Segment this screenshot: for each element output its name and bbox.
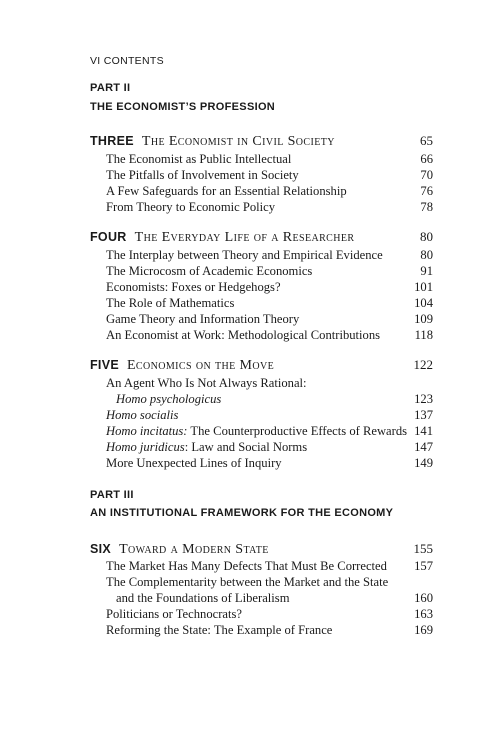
entry-title: The Interplay between Theory and Empirical Evidence	[106, 248, 383, 262]
entry-page: 147	[414, 440, 433, 454]
entry-title-italic: Homo psychologicus	[116, 392, 222, 406]
toc-entry	[106, 559, 433, 576]
chapter-page: 80	[420, 229, 433, 244]
entry-page: 160	[414, 591, 433, 605]
entry-page: 80	[420, 248, 433, 262]
toc-entry	[106, 328, 433, 345]
entry-page: 149	[414, 456, 433, 470]
running-head: VI CONTENTS	[90, 55, 164, 67]
toc-entry	[106, 200, 433, 217]
chapter-title: Toward a Modern State	[119, 542, 269, 557]
chapter-page: 65	[420, 133, 433, 148]
chapter-title: The Everyday Life of a Researcher	[134, 230, 355, 245]
entry-page: 123	[414, 392, 433, 406]
toc-entry	[106, 440, 433, 457]
entry-page: 66	[420, 152, 433, 166]
entry-title: The Microcosm of Academic Economics	[106, 264, 313, 278]
entry-title: The Economist as Public Intellectual	[106, 152, 292, 166]
toc-entry	[106, 575, 433, 592]
entry-page: 157	[414, 559, 433, 573]
toc-entry	[106, 248, 433, 265]
entry-title: An Economist at Work: Methodological Contributions	[106, 328, 381, 342]
toc-entry-continued	[116, 591, 433, 608]
chapter-title: Economics on the Move	[126, 358, 275, 373]
entry-page: 137	[414, 408, 433, 422]
chapter-number: FIVE	[90, 358, 119, 372]
entry-title: Game Theory and Information Theory	[106, 312, 300, 326]
toc-entry	[106, 312, 433, 329]
chapter-title: The Economist in Civil Society	[141, 134, 335, 149]
entry-page: 76	[420, 184, 433, 198]
entry-title: and the Foundations of Liberalism	[116, 591, 290, 605]
entry-title: The Market Has Many Defects That Must Be Corrected	[106, 559, 387, 573]
entry-title: The Role of Mathematics	[106, 296, 235, 310]
entry-page: 70	[420, 168, 433, 182]
toc-entry	[106, 168, 433, 185]
entry-title-italic: Homo socialis	[106, 408, 179, 422]
toc-entry	[106, 264, 433, 281]
part-label: PART III	[90, 489, 134, 501]
entry-title: More Unexpected Lines of Inquiry	[106, 456, 282, 470]
entry-page: 78	[420, 200, 433, 214]
toc-entry-continued	[116, 392, 433, 409]
entry-title-italic: Homo incitatus:	[106, 424, 188, 438]
entry-page: 104	[414, 296, 433, 310]
entry-page: 163	[414, 607, 433, 621]
entry-title: The Complementarity between the Market and the State	[106, 575, 389, 589]
part-label: PART II	[90, 82, 131, 94]
toc-entry	[106, 408, 433, 425]
toc-entry	[106, 152, 433, 169]
entry-page: 91	[420, 264, 433, 278]
entry-page: 141	[414, 424, 433, 438]
chapter-page: 155	[413, 541, 433, 556]
entry-title: The Counterproductive Effects of Rewards	[187, 424, 408, 438]
toc-entry	[106, 184, 433, 201]
entry-title-italic: Homo juridicus	[106, 440, 185, 454]
toc-entry	[106, 280, 433, 297]
entry-title: From Theory to Economic Policy	[106, 200, 276, 214]
entry-title: A Few Safeguards for an Essential Relationship	[106, 184, 347, 198]
toc-entry	[106, 623, 433, 640]
entry-page: 109	[414, 312, 433, 326]
chapter-heading	[90, 540, 433, 560]
chapter-heading	[90, 356, 433, 376]
toc-entry	[106, 376, 433, 393]
chapter-heading	[90, 228, 433, 248]
toc-entry	[106, 296, 433, 313]
entry-title: : Law and Social Norms	[184, 440, 308, 454]
chapter-page: 122	[413, 357, 433, 372]
entry-title: Reforming the State: The Example of France	[106, 623, 333, 637]
toc-entry	[106, 456, 433, 473]
chapter-number: SIX	[90, 542, 112, 556]
entry-page: 118	[414, 328, 433, 342]
chapter-heading	[90, 132, 433, 152]
entry-page: 169	[414, 623, 433, 637]
part-title: THE ECONOMIST’S PROFESSION	[90, 101, 276, 113]
toc-entry	[106, 424, 433, 441]
entry-page: 101	[414, 280, 433, 294]
chapter-number: FOUR	[90, 230, 127, 244]
entry-title: Economists: Foxes or Hedgehogs?	[106, 280, 281, 294]
part-title: AN INSTITUTIONAL FRAMEWORK FOR THE ECONOMY	[90, 507, 394, 519]
toc-entry	[106, 607, 433, 624]
entry-title: An Agent Who Is Not Always Rational:	[106, 376, 307, 390]
entry-title: The Pitfalls of Involvement in Society	[106, 168, 299, 182]
chapter-number: THREE	[90, 134, 134, 148]
entry-title: Politicians or Technocrats?	[106, 607, 242, 621]
